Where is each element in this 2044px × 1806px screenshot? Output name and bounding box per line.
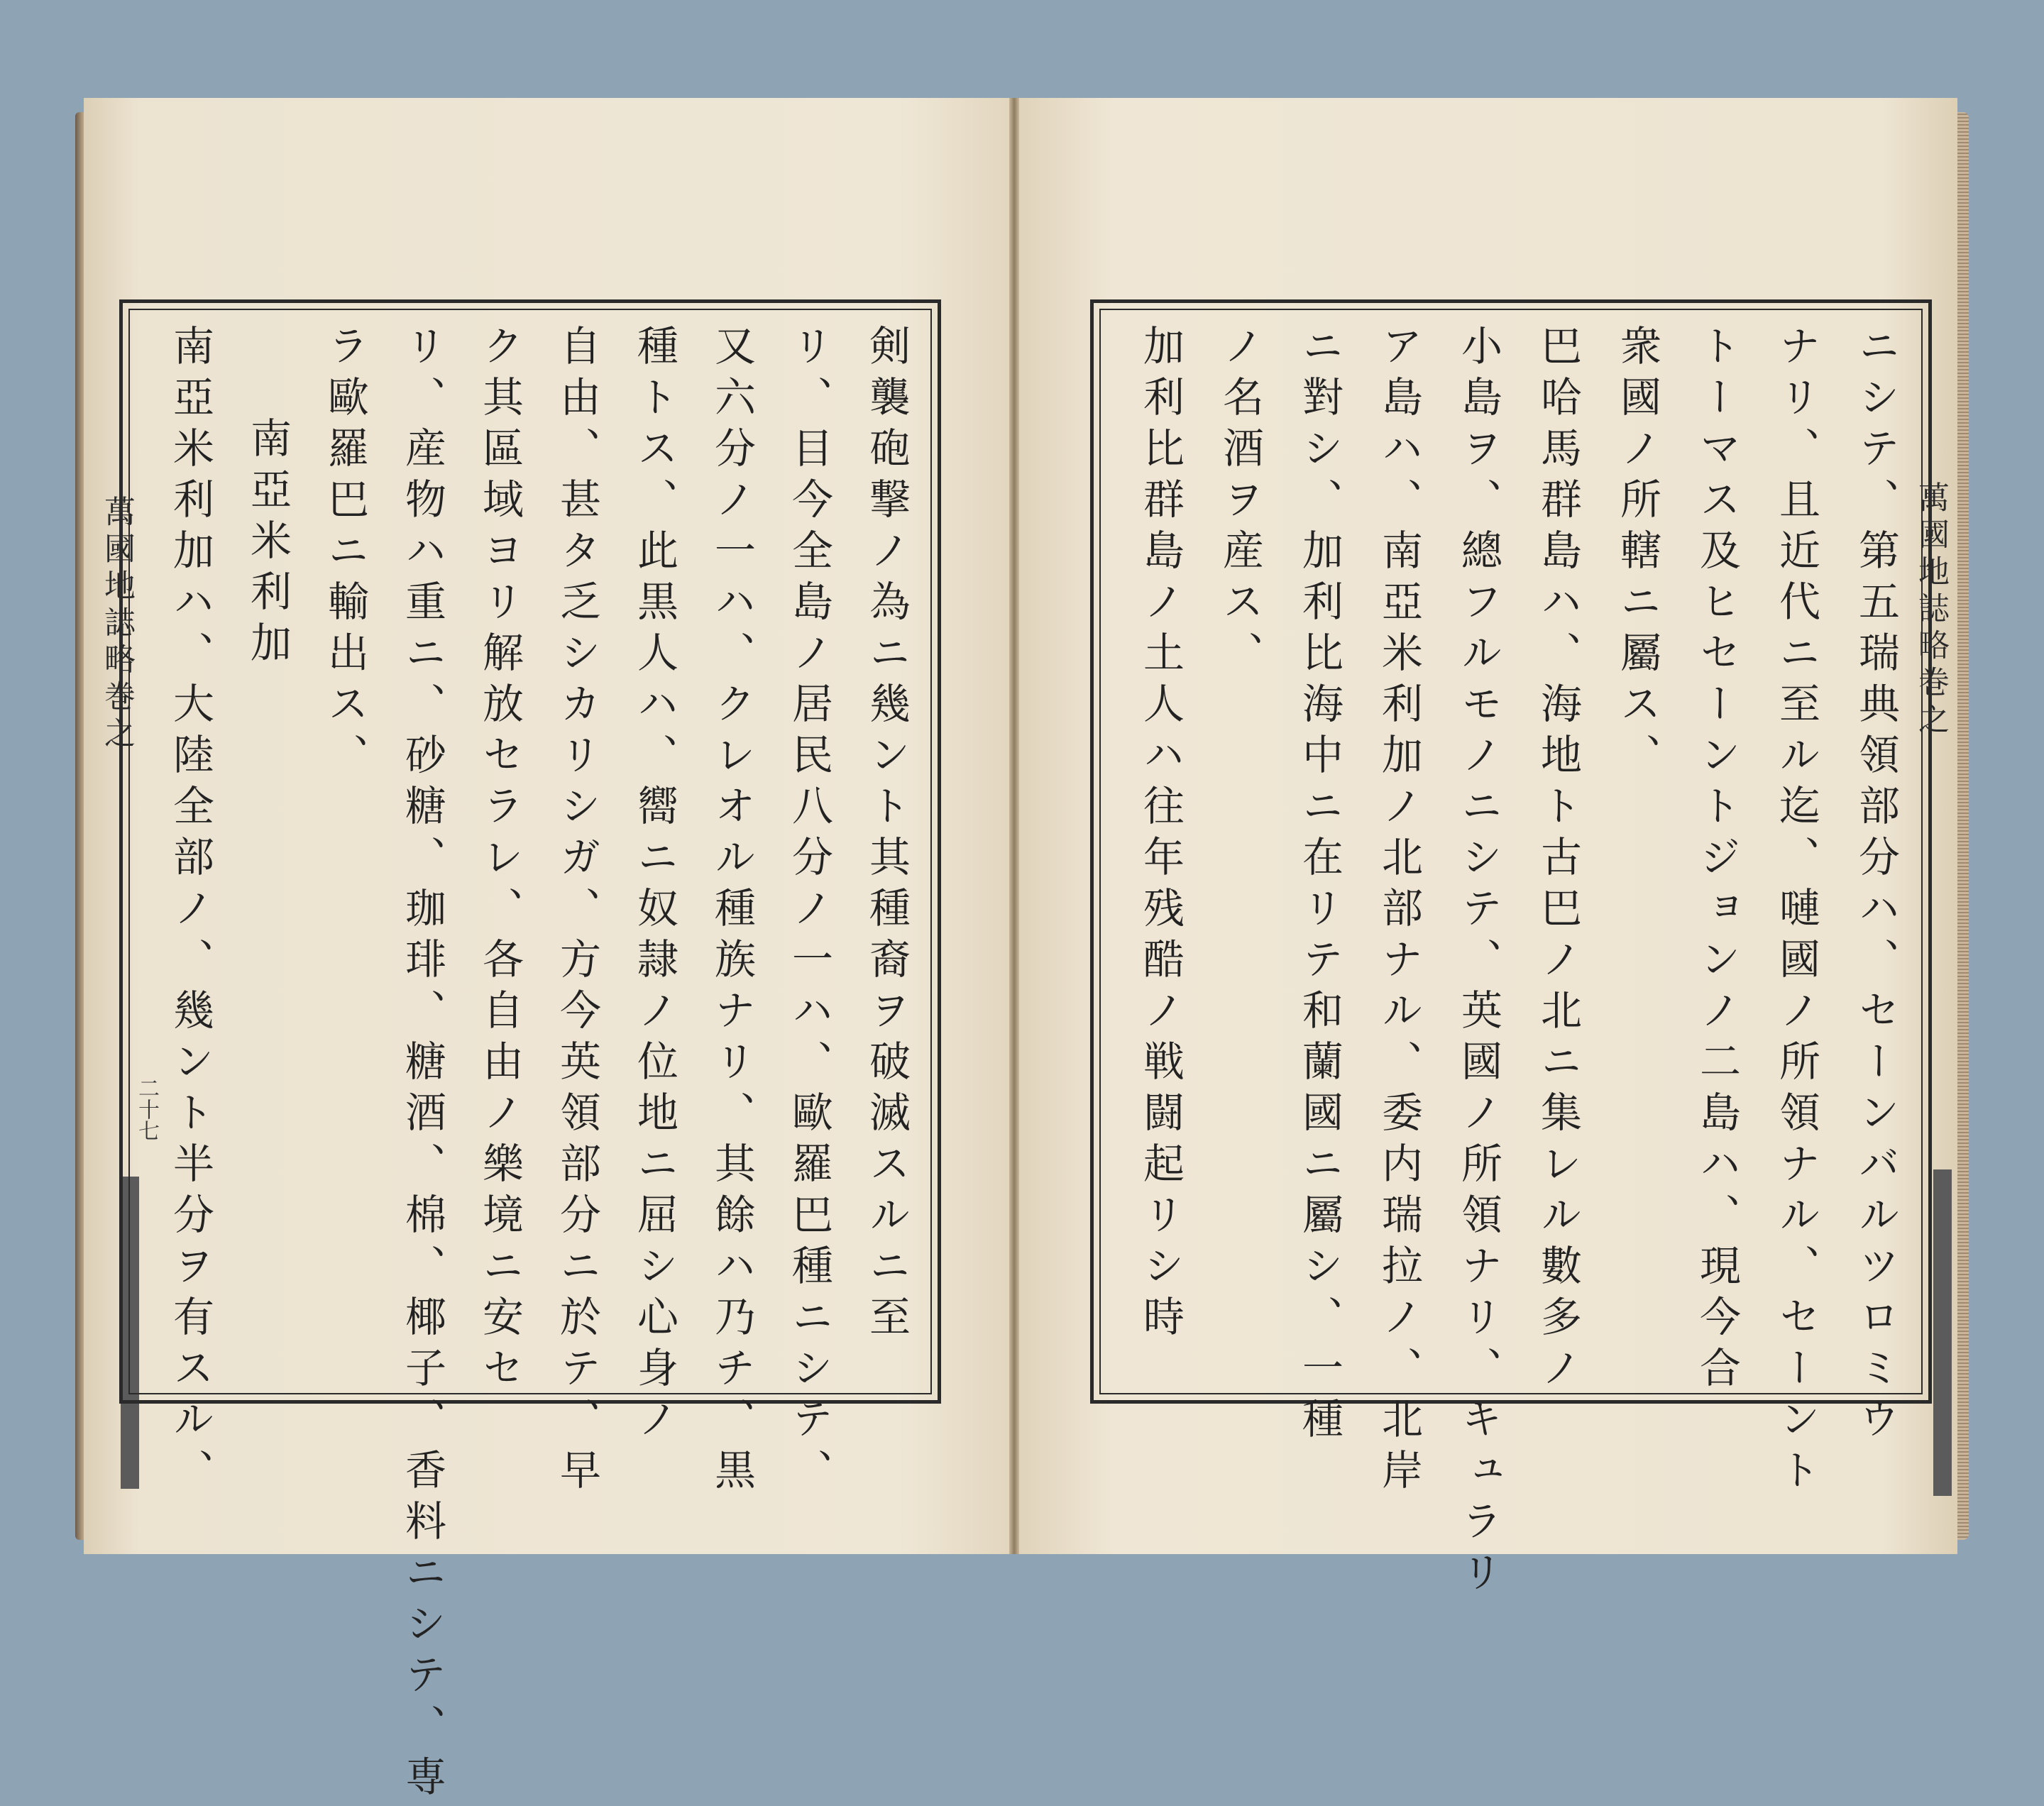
right-page-thumb-tab — [1933, 1169, 1952, 1496]
right-page-running-title: 萬國地誌略巻之 — [1913, 481, 1949, 739]
right-column-10: 加利比群島ノ土人ハ往年残酷ノ戦闘起リシ時 — [1136, 324, 1185, 1346]
right-column-5: 巴哈馬群島ハ、海地ト古巴ノ北ニ集レル數多ノ — [1534, 324, 1582, 1397]
right-page — [1019, 98, 1957, 1602]
right-column-9: ノ名酒ヲ産ス、 — [1216, 324, 1264, 682]
left-page — [84, 98, 1009, 1806]
book-gutter — [1009, 98, 1019, 1554]
left-text-frame — [119, 299, 941, 1806]
right-column-6: 小島ヲ、總フルモノニシテ、英國ノ所領ナリ、キュラリ — [1454, 324, 1502, 1602]
right-column-3: トーマス及ヒセーントジョンノ二島ハ、現今合 — [1693, 324, 1741, 1397]
left-column-2: リ、目今全島ノ居民八分ノ一ハ、歐羅巴種ニシテ、 — [785, 324, 833, 1499]
right-column-8: ニ對シ、加利比海中ニ在リテ和蘭國ニ屬シ、一種 — [1295, 324, 1344, 1448]
left-column-6: ク其區域ヨリ解放セラレ、各自由ノ樂境ニ安セ — [476, 324, 524, 1397]
right-text-frame — [1090, 299, 1932, 1602]
right-column-7: ア島ハ、南亞米利加ノ北部ナル、委内瑞拉ノ、北岸 — [1375, 324, 1423, 1499]
right-column-1: ニシテ、第五瑞典領部分ハ、セーンバルツロミウ — [1852, 324, 1900, 1448]
left-column-4: 種トス、此黒人ハ、嚮ニ奴隷ノ位地ニ屈シ心身ノ — [630, 324, 678, 1448]
left-column-1: 剣襲砲撃ノ為ニ幾ント其種裔ヲ破滅スルニ至 — [862, 324, 911, 1346]
right-column-4: 衆國ノ所轄ニ屬ス、 — [1613, 324, 1661, 784]
left-column-10: 南亞米利加ハ、大陸全部ノ、幾ント半分ヲ有スル、 — [166, 324, 214, 1499]
open-book — [84, 98, 1957, 1806]
right-column-2: ナリ、且近代ニ至ル迄、嗹國ノ所領ナル、セーント — [1772, 324, 1820, 1499]
left-column-8: ラ歐羅巴ニ輸出ス、 — [321, 324, 369, 784]
left-column-7: リ、産物ハ重ニ、砂糖、珈琲、糖酒、棉、椰子、香料ニシテ、専 — [398, 324, 446, 1806]
left-column-5: 自由、甚タ乏シカリシガ、方今英領部分ニ於テ、早 — [553, 324, 601, 1499]
left-column-3: 又六分ノ一ハ、クレオル種族ナリ、其餘ハ乃チ、黒 — [708, 324, 756, 1499]
left-section-heading: 南亞米利加 — [243, 417, 292, 672]
left-page-running-title: 萬國地誌略巻之 — [99, 495, 135, 754]
left-page-number: 二十七 — [134, 1077, 159, 1141]
